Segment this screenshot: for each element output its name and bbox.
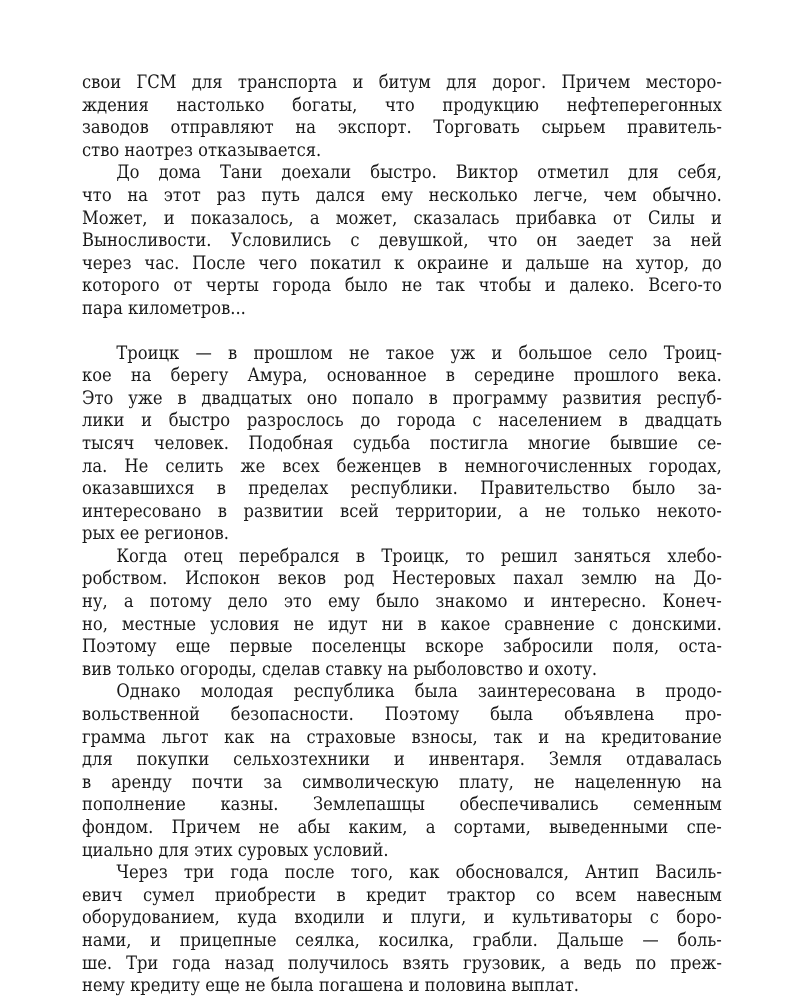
paragraph [82, 680, 722, 861]
text-line: Это уже в двадцатых оно попало в программу развития респуб- [82, 386, 722, 409]
text-line: Может, и показалось, а может, сказалась прибавка от Силы и [82, 206, 722, 229]
text-line: которого от черты города было не так чтобы и далеко. Всего-то [82, 274, 722, 297]
text-line: грамма льгот как на страховые взносы, так и на кредитование [82, 725, 722, 748]
text-line: в аренду почти за символическую плату, не нацеленную на [82, 770, 722, 793]
text-line: заводов отправляют на экспорт. Торговать сырьем правитель- [82, 116, 722, 139]
text-line: ну, а потому дело это ему было знакомо и интересно. Конеч- [82, 590, 722, 613]
text-line: Выносливости. Условились с девушкой, что он заедет за ней [82, 229, 722, 252]
section-break [82, 320, 722, 342]
text-line: что на этот раз путь дался ему несколько легче, чем обычно. [82, 183, 722, 206]
text-line: нему кредиту еще не была погашена и половина выплат. [82, 974, 579, 997]
paragraph [82, 71, 722, 161]
text-line: свои ГСМ для транспорта и битум для дорог. Причем месторо- [82, 71, 722, 93]
text-line: циально для этих суровых условий. [82, 838, 389, 861]
paragraph [82, 545, 722, 681]
text-line: рых ее регионов. [82, 522, 229, 545]
text-line: Троицк — в прошлом не такое уж и большое село Троиц- [116, 341, 722, 364]
text-line: пополнение казны. Землепашцы обеспечивались семенным [82, 793, 722, 816]
text-line: тысяч человек. Подобная судьба постигла многие бывшие се- [82, 431, 722, 454]
text-line: оборудованием, куда входили и плуги, и культиваторы с боро- [82, 906, 722, 929]
text-line: евич сумел приобрести в кредит трактор со всем навесным [82, 883, 722, 906]
text-line: робством. Испокон веков род Нестеровых пахал землю на До- [82, 567, 722, 590]
text-line: интересовано в развитии всей территории, а не только некото- [82, 499, 722, 522]
text-line: ше. Три года назад получилось взять грузовик, а ведь по преж- [82, 951, 722, 974]
text-line: Однако молодая республика была заинтересована в продо- [116, 680, 722, 703]
text-line: вив только огороды, сделав ставку на рыболовство и охоту. [82, 657, 598, 680]
paragraph [82, 161, 722, 319]
paragraph [82, 861, 722, 997]
text-line: лики и быстро разрослось до города с населением в двадцать [82, 409, 722, 432]
text-line: ство наотрез отказывается. [82, 138, 322, 161]
text-line: Через три года после того, как обосновался, Антип Василь- [116, 861, 722, 884]
paragraph [82, 342, 722, 545]
text-line: для покупки сельхозтехники и инвентаря. Земля отдавалась [82, 748, 722, 771]
text-line: ла. Не селить же всех беженцев в немногочисленных городах, [82, 454, 722, 477]
text-line: вольственной безопасности. Поэтому была объявлена про- [82, 703, 722, 726]
text-line: через час. После чего покатил к окраине и дальше на хутор, до [82, 251, 722, 274]
text-line: нами, и прицепные сеялка, косилка, грабли. Дальше — боль- [82, 928, 722, 951]
text-line: ждения настолько богаты, что продукцию нефтеперегонных [82, 93, 722, 116]
text-line: пара километров... [82, 296, 246, 319]
text-line: Поэтому еще первые поселенцы вскоре забросили поля, оста- [82, 635, 722, 658]
text-line: До дома Тани доехали быстро. Виктор отметил для себя, [116, 161, 722, 184]
text-line: фондом. Причем не абы каким, а сортами, выведенными спе- [82, 816, 722, 838]
text-line: кое на берегу Амура, основанное в середине прошлого века. [82, 364, 722, 387]
book-page [82, 71, 722, 997]
text-line: но, местные условия не идут ни в какое сравнение с донскими. [82, 612, 722, 635]
text-line: Когда отец перебрался в Троицк, то решил заняться хлебо- [116, 544, 722, 567]
text-line: оказавшихся в пределах республики. Правительство было за- [82, 477, 722, 500]
